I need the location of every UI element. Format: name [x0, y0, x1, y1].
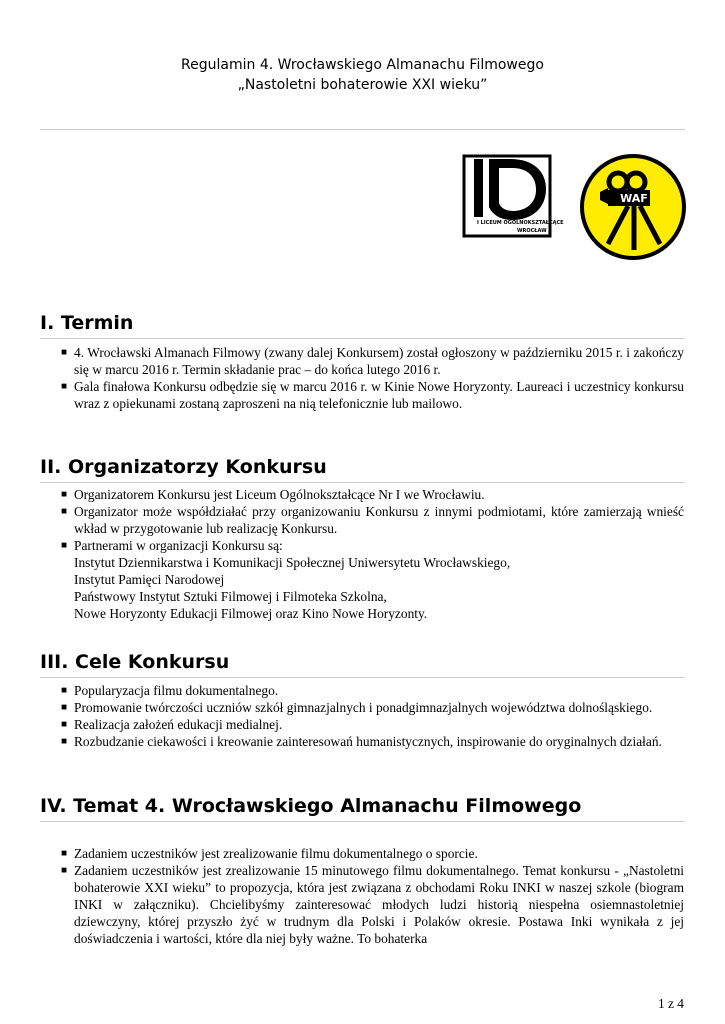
bullet-icon: ■ — [61, 736, 68, 747]
document-title: Regulamin 4. Wrocławskiego Almanachu Filmowego — [181, 57, 544, 73]
bullet-icon: ■ — [61, 702, 68, 713]
school-logo — [462, 154, 564, 243]
bullet-icon: ■ — [61, 685, 68, 696]
partner-line: Instytut Pamięci Narodowej — [74, 572, 225, 587]
list-item: ■ Gala finałowa Konkursu odbędzie się w marcu 2016 r. w Kinie Nowe Horyzonty. Laureaci i uczestnicy konkursu wraz z opiekunami zostaną zaproszeni na nią telefonicznie lub mailowo. — [61, 379, 684, 411]
list-item: ■ Organizatorem Konkursu jest Liceum Ogólnokształcące Nr I we Wrocławiu. — [61, 487, 485, 502]
list-item: ■ Rozbudzanie ciekawości i kreowanie zainteresowań humanistycznych, inspirowanie do oryginalnych działań. — [61, 734, 662, 749]
bullet-icon: ■ — [61, 347, 68, 358]
section-heading-termin: I. Termin — [40, 311, 685, 339]
bullet-icon: ■ — [61, 540, 68, 551]
cele-list — [59, 682, 684, 750]
section-heading-organizatorzy: II. Organizatorzy Konkursu — [40, 455, 685, 483]
list-item: ■ 4. Wrocławski Almanach Filmowy (zwany dalej Konkursem) został ogłoszony w październiku 2015 r. i zakończy się w marcu 2016 r. Termin składanie prac – do końca lutego 2016 r. — [61, 345, 684, 377]
list-item: ■ Zadaniem uczestników jest zrealizowanie filmu dokumentalnego o sporcie. — [61, 846, 478, 861]
bullet-icon: ■ — [61, 381, 68, 392]
list-item: ■ Partnerami w organizacji Konkursu są: Instytut Dziennikarstwa i Komunikacji Społecznej Uniwersytetu Wrocławskiego, Instytut Pamięci Narodowej Państwowy Instytut Sztuki Filmowej i Filmoteka Szkolna, Nowe Horyzonty Edukacji Filmowej oraz Kino Nowe Horyzonty. — [59, 537, 684, 622]
document-subtitle: „Nastoletni bohaterowie XXI wieku” — [237, 77, 488, 93]
partner-line: Państwowy Instytut Sztuki Filmowej i Filmoteka Szkolna, — [74, 589, 387, 604]
bullet-icon: ■ — [61, 719, 68, 730]
bullet-icon: ■ — [61, 865, 68, 876]
partner-line: Nowe Horyzonty Edukacji Filmowej oraz Kino Nowe Horyzonty. — [74, 606, 428, 621]
termin-list — [59, 344, 684, 412]
bullet-icon: ■ — [61, 506, 68, 517]
partner-line: Instytut Dziennikarstwa i Komunikacji Społecznej Uniwersytetu Wrocławskiego, — [74, 555, 511, 570]
list-item: ■ Zadaniem uczestników jest zrealizowanie 15 minutowego filmu dokumentalnego. Temat konkursu - „Nastoletni bohaterowie XXI wieku” to propozycja, która jest związana z obchodami Roku INKI w naszej szkole (biogram INKI w załączniku). Chcielibyśmy zainteresować młodych ludzi historią niespełna osiemnastoletniej dziewczyny, której przyszło żyć w trudnym dla Polski i Polaków okresie. Postawa Inki wynikała z jej doświadczenia i wartości, które dla niej były ważne. To bohaterka — [61, 863, 684, 946]
section-heading-cele: III. Cele Konkursu — [40, 650, 685, 678]
school-logo-text-2: WROCŁAW — [517, 228, 547, 234]
organizatorzy-list — [59, 486, 684, 622]
page-number: 1 z 4 — [657, 996, 684, 1011]
temat-list — [59, 845, 684, 947]
list-item: ■ Organizator może współdziałać przy organizowaniu Konkursu z innymi podmiotami, które zamierzają wnieść wkład w przygotowanie lub realizację Konkursu. — [61, 504, 684, 536]
bullet-icon: ■ — [61, 489, 68, 500]
school-logo-text-1: I LICEUM OGÓLNOKSZTAŁCĄCE — [477, 220, 564, 226]
list-item: ■ Popularyzacja filmu dokumentalnego. — [61, 683, 279, 698]
bullet-icon: ■ — [61, 848, 68, 859]
list-item: ■ Promowanie twórczości uczniów szkół gimnazjalnych i ponadgimnazjalnych województwa dolnośląskiego. — [61, 700, 653, 715]
waf-logo — [578, 152, 688, 267]
section-heading-temat: IV. Temat 4. Wrocławskiego Almanachu Filmowego — [40, 794, 685, 822]
header-divider — [40, 129, 685, 130]
list-item: ■ Realizacja założeń edukacji medialnej. — [61, 717, 283, 732]
waf-logo-text: WAF — [620, 192, 648, 205]
